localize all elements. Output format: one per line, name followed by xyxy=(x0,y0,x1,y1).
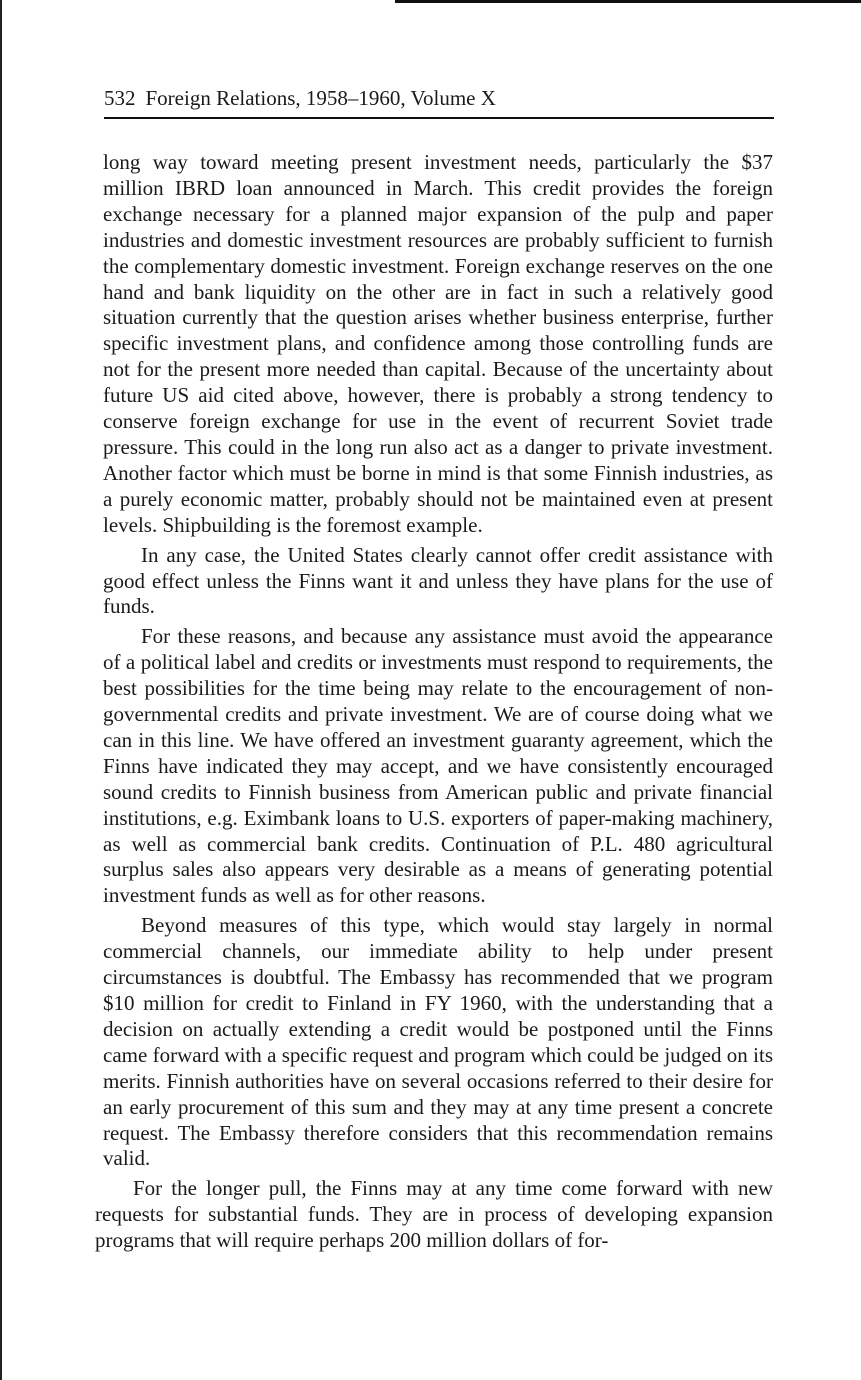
header-rule xyxy=(104,117,774,119)
running-header xyxy=(104,84,774,112)
page-left-edge xyxy=(0,0,2,1380)
paragraph-private-investment: For these reasons, and because any assistance must avoid the appearance of a political label and credits or investments must respond to requirements, the best possibilities for the time being may relate to the encouragement of non-governmental credits and private investment. We are of course doing what we can in this line. We have offered an investment guaranty agreement, which the Finns have indicated they may accept, and we have consistently encouraged sound credits to Finnish business from American public and private financial institutions, e.g. Eximbank loans to U.S. exporters of paper-making machinery, as well as commercial bank credits. Continuation of P.L. 480 agricultural surplus sales also appears very desirable as a means of generating potential investment funds as well as for other reasons. xyxy=(103,624,773,908)
page-number: 532 xyxy=(104,86,136,110)
paragraph-longer-pull: For the longer pull, the Finns may at any time come forward with new requests for substantial funds. They are in process of developing expansion programs that will require perhaps 200 million dollars of for- xyxy=(95,1176,773,1253)
paragraph-embassy-recommendation: Beyond measures of this type, which would stay largely in normal commercial channels, our immediate ability to help under present circumstances is doubtful. The Embassy has recommended that we program $10 million for credit to Finland in FY 1960, with the understanding that a decision on actually extending a credit would be postponed until the Finns came forward with a specific request and program which could be judged on its merits. Finnish authorities have on several occasions referred to their desire for an early procurement of this sum and they may at any time present a concrete request. The Embassy therefore considers that this recommendation remains valid. xyxy=(103,913,773,1171)
paragraph-credit-assistance: In any case, the United States clearly cannot offer credit assistance with good effect unless the Finns want it and unless they have plans for the use of funds. xyxy=(103,542,773,619)
running-title: Foreign Relations, 1958–1960, Volume X xyxy=(145,86,496,110)
top-edge-rule xyxy=(395,0,861,3)
body-text xyxy=(95,150,773,1258)
paragraph-continued: long way toward meeting present investment needs, particularly the $37 million IBRD loan announced in March. This credit provides the foreign exchange necessary for a planned major expansion of the pulp and paper industries and domestic investment resources are probably sufficient to furnish the complementary domestic investment. Foreign exchange reserves on the one hand and bank liquidity on the other are in fact in such a relatively good situation currently that the question arises whether business enterprise, further specific investment plans, and confidence among those controlling funds are not for the present more needed than capital. Because of the uncertainty about future US aid cited above, however, there is probably a strong tendency to conserve foreign exchange for use in the event of recurrent Soviet trade pressure. This could in the long run also act as a danger to private investment. Another factor which must be borne in mind is that some Finnish industries, as a purely economic matter, probably should not be maintained even at present levels. Shipbuilding is the foremost example. xyxy=(103,150,773,537)
